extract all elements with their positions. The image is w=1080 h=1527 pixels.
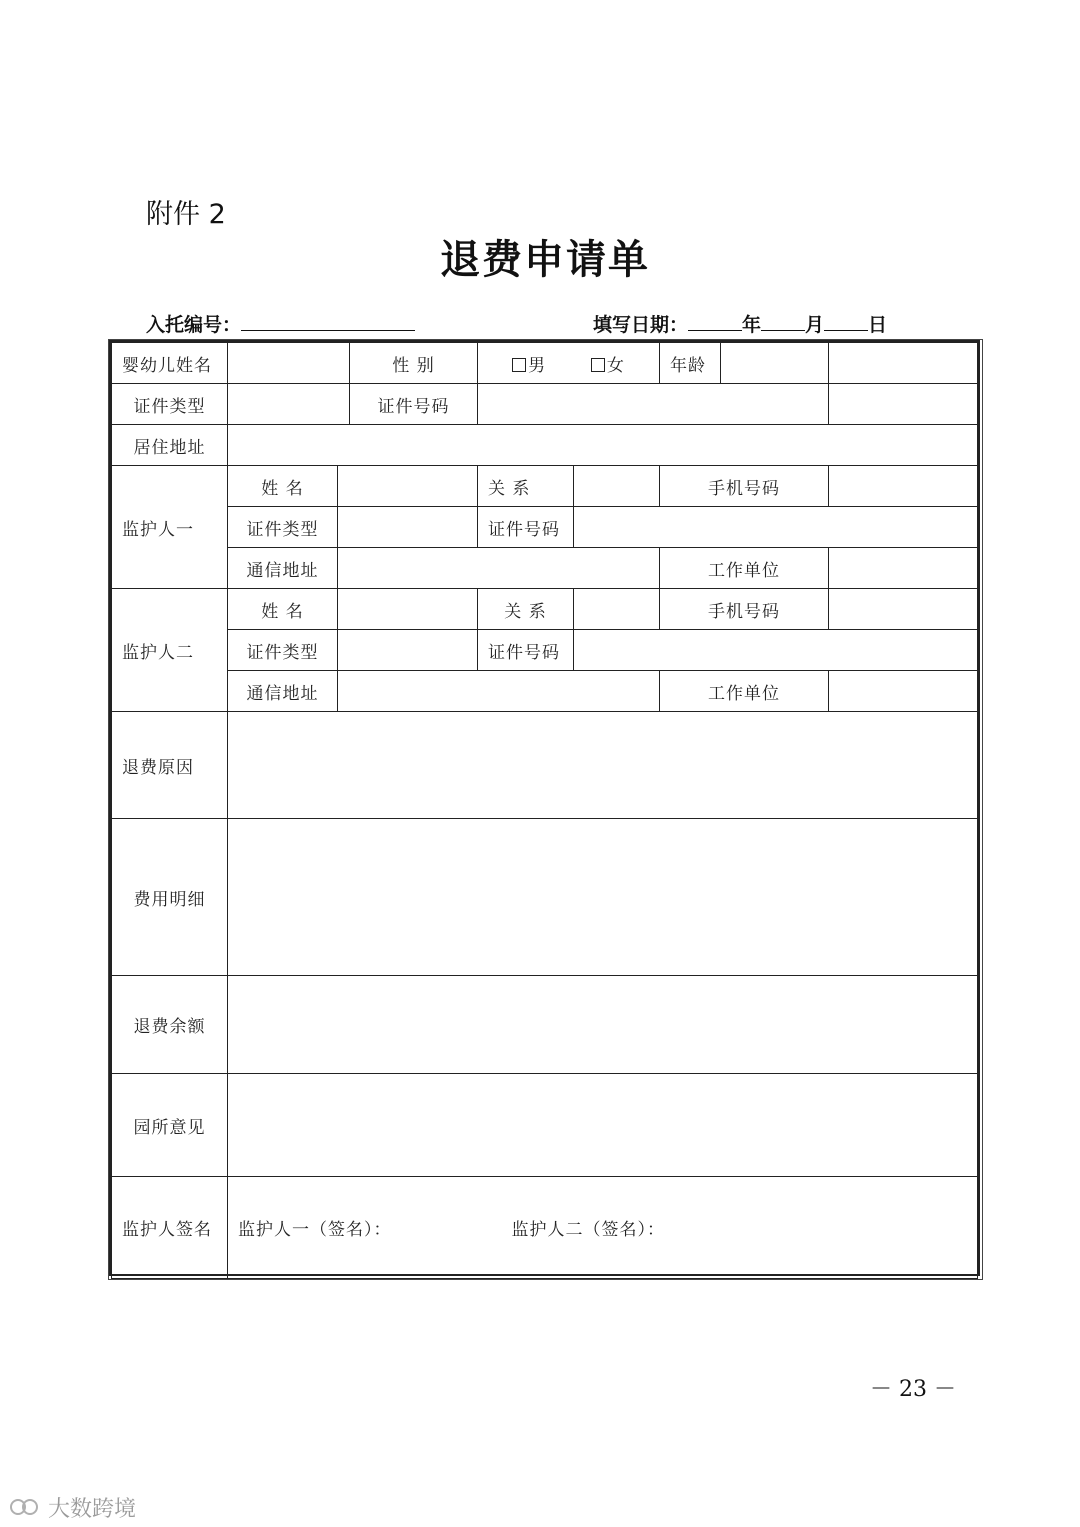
month-blank[interactable] bbox=[761, 312, 805, 331]
guardian2-mail-address-field[interactable] bbox=[338, 671, 660, 712]
row-guardian2-address bbox=[112, 671, 978, 712]
guardian1-relation-field[interactable] bbox=[574, 466, 660, 507]
refund-form-table bbox=[111, 342, 978, 1279]
day-blank[interactable] bbox=[824, 312, 868, 331]
guardian1-mail-address-label: 通信地址 bbox=[228, 548, 338, 589]
guardian2-work-unit-field[interactable] bbox=[829, 671, 978, 712]
refund-balance-field[interactable] bbox=[228, 976, 978, 1074]
guardian1-work-unit-label: 工作单位 bbox=[660, 548, 829, 589]
guardian1-name-field[interactable] bbox=[338, 466, 478, 507]
refund-reason-label: 退费原因 bbox=[112, 712, 228, 819]
refund-balance-label: 退费余额 bbox=[112, 976, 228, 1074]
child-id-type-field[interactable] bbox=[228, 384, 350, 425]
gender-options bbox=[478, 343, 660, 384]
child-name-label: 婴幼儿姓名 bbox=[112, 343, 228, 384]
center-opinion-label: 园所意见 bbox=[112, 1074, 228, 1177]
female-label: 女 bbox=[606, 355, 625, 376]
guardian2-relation-label: 关 系 bbox=[478, 589, 574, 630]
page-number: － 23 － bbox=[870, 1377, 956, 1402]
address-label: 居住地址 bbox=[112, 425, 228, 466]
guardian2-id-number-label: 证件号码 bbox=[478, 630, 574, 671]
child-id-extra-field[interactable] bbox=[829, 384, 978, 425]
center-opinion-field[interactable] bbox=[228, 1074, 978, 1177]
month-label: 月 bbox=[805, 314, 825, 336]
guardian1-name-label: 姓 名 bbox=[228, 466, 338, 507]
guardian1-id-number-label: 证件号码 bbox=[478, 507, 574, 548]
refund-form bbox=[109, 340, 980, 1276]
watermark-text: 大数跨境 bbox=[48, 1497, 137, 1522]
row-child-info bbox=[112, 343, 978, 384]
year-label: 年 bbox=[742, 314, 762, 336]
guardian-signature-label: 监护人签名 bbox=[112, 1177, 228, 1279]
child-id-type-label: 证件类型 bbox=[112, 384, 228, 425]
refund-reason-field[interactable] bbox=[228, 712, 978, 819]
guardian2-sign-label: 监护人二（签名）： bbox=[511, 1220, 665, 1240]
enrollment-number-blank[interactable] bbox=[241, 312, 415, 331]
fill-date-line bbox=[593, 310, 887, 337]
row-guardian-signature bbox=[112, 1177, 978, 1279]
row-guardian2-name bbox=[112, 589, 978, 630]
fee-details-label: 费用明细 bbox=[112, 819, 228, 976]
female-checkbox[interactable] bbox=[591, 358, 605, 372]
guardian1-sign-label: 监护人一（签名）： bbox=[238, 1220, 392, 1240]
day-label: 日 bbox=[868, 314, 888, 336]
guardian2-work-unit-label: 工作单位 bbox=[660, 671, 829, 712]
watermark bbox=[10, 1492, 136, 1523]
guardian2-name-field[interactable] bbox=[338, 589, 478, 630]
row-guardian1-name bbox=[112, 466, 978, 507]
guardian1-work-unit-field[interactable] bbox=[829, 548, 978, 589]
form-title: 退费申请单 bbox=[440, 237, 650, 283]
watermark-logo-icon bbox=[10, 1497, 44, 1519]
enrollment-number-label: 入托编号： bbox=[146, 314, 242, 336]
gender-label: 性 别 bbox=[350, 343, 478, 384]
guardian2-id-number-field[interactable] bbox=[574, 630, 978, 671]
row-guardian1-id bbox=[112, 507, 978, 548]
row-guardian2-id bbox=[112, 630, 978, 671]
guardian2-relation-field[interactable] bbox=[574, 589, 660, 630]
row-guardian1-address bbox=[112, 548, 978, 589]
age-field[interactable] bbox=[721, 343, 829, 384]
fill-date-label: 填写日期： bbox=[593, 314, 689, 336]
age-extra-field[interactable] bbox=[829, 343, 978, 384]
male-checkbox[interactable] bbox=[512, 358, 526, 372]
guardian1-id-type-field[interactable] bbox=[338, 507, 478, 548]
guardian2-id-type-label: 证件类型 bbox=[228, 630, 338, 671]
row-center-opinion bbox=[112, 1074, 978, 1177]
guardian2-label: 监护人二 bbox=[112, 589, 228, 712]
male-label: 男 bbox=[528, 355, 547, 376]
guardian1-id-number-field[interactable] bbox=[574, 507, 978, 548]
year-blank[interactable] bbox=[688, 312, 742, 331]
row-child-id bbox=[112, 384, 978, 425]
enrollment-number-line bbox=[146, 310, 415, 337]
guardian1-id-type-label: 证件类型 bbox=[228, 507, 338, 548]
address-field[interactable] bbox=[228, 425, 978, 466]
row-fee-details bbox=[112, 819, 978, 976]
child-name-field[interactable] bbox=[228, 343, 350, 384]
guardian2-mail-address-label: 通信地址 bbox=[228, 671, 338, 712]
guardian1-label: 监护人一 bbox=[112, 466, 228, 589]
guardian2-phone-field[interactable] bbox=[829, 589, 978, 630]
row-address bbox=[112, 425, 978, 466]
guardian-signature-field[interactable] bbox=[228, 1177, 978, 1279]
guardian1-relation-label: 关 系 bbox=[478, 466, 574, 507]
row-refund-balance bbox=[112, 976, 978, 1074]
fee-details-field[interactable] bbox=[228, 819, 978, 976]
age-label: 年龄 bbox=[660, 343, 721, 384]
guardian1-phone-label: 手机号码 bbox=[660, 466, 829, 507]
guardian2-name-label: 姓 名 bbox=[228, 589, 338, 630]
guardian1-phone-field[interactable] bbox=[829, 466, 978, 507]
guardian2-phone-label: 手机号码 bbox=[660, 589, 829, 630]
guardian2-id-type-field[interactable] bbox=[338, 630, 478, 671]
attachment-label: 附件 2 bbox=[146, 199, 226, 230]
row-refund-reason bbox=[112, 712, 978, 819]
child-id-number-field[interactable] bbox=[478, 384, 829, 425]
child-id-number-label: 证件号码 bbox=[350, 384, 478, 425]
guardian1-mail-address-field[interactable] bbox=[338, 548, 660, 589]
